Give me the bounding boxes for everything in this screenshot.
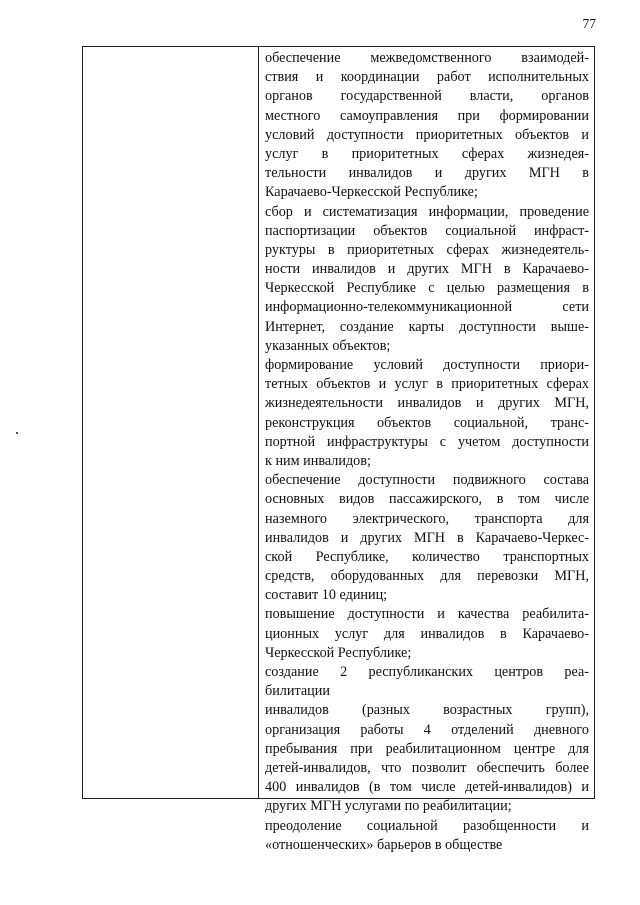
text-line: создание 2 республиканских центров реа- xyxy=(265,664,589,680)
text-line: повышение доступности и качества реабилита- xyxy=(265,606,589,623)
text-line: реконструкция объектов социальной, транс- xyxy=(265,414,589,431)
text-line: услуг в приоритетных сферах жизнедея- xyxy=(265,145,589,162)
text-line: Карачаево-Черкесской Республике; xyxy=(265,184,478,201)
text-line: Черкесской Республике с целью размещения в xyxy=(265,280,589,297)
text-line: ствия и координации работ исполнительных xyxy=(265,69,589,86)
text-line: информационно-телекоммуникационной сети xyxy=(265,299,589,316)
scan-speck xyxy=(16,432,18,434)
table-right-column xyxy=(265,49,589,855)
text-line: паспортизации объектов социальной инфраст- xyxy=(265,222,589,239)
text-line: 400 инвалидов (в том числе детей-инвалидов) и xyxy=(265,779,589,796)
text-line: портной инфраструктуры с учетом доступности xyxy=(265,433,589,450)
text-line: руктуры в приоритетных сферах жизнедеятель- xyxy=(265,241,589,258)
text-line: ской Республике, количество транспортных xyxy=(265,548,589,565)
text-line: обеспечение доступности подвижного состава xyxy=(265,472,589,489)
text-line: Черкесской Республике; xyxy=(265,644,412,661)
text-line: органов государственной власти, органов xyxy=(265,88,589,105)
text-line: указанных объектов; xyxy=(265,337,391,354)
text-line: Интернет, создание карты доступности выше- xyxy=(265,318,589,335)
text-line: наземного электрического, транспорта для xyxy=(265,510,589,527)
text-line: сбор и систематизация информации, проведение xyxy=(265,203,589,220)
text-line: ционных услуг для инвалидов в Карачаево- xyxy=(265,625,589,642)
text-line: основных видов пассажирского, в том числе xyxy=(265,491,589,508)
text-line: составит 10 единиц; xyxy=(265,587,388,604)
page-number: 77 xyxy=(582,16,596,31)
text-line: детей-инвалидов, что позволит обеспечить более xyxy=(265,759,589,776)
text-line: ности инвалидов и других МГН в Карачаево- xyxy=(265,261,589,278)
text-line: преодоление социальной разобщенности и xyxy=(265,817,589,834)
text-line: жизнедеятельности инвалидов и других МГН, xyxy=(265,395,589,412)
text-line: инвалидов и других МГН в Карачаево-Черкес- xyxy=(265,529,589,546)
text-line: местного самоуправления при формировании xyxy=(265,107,589,124)
text-line: тетных объектов и услуг в приоритетных сферах xyxy=(265,376,589,393)
text-line: организация работы 4 отделений дневного xyxy=(265,721,589,738)
text-line: «отношенческих» барьеров в обществе xyxy=(265,836,503,853)
text-line: тельности инвалидов и других МГН в xyxy=(265,165,589,182)
text-line: средств, оборудованных для перевозки МГН, xyxy=(265,568,589,585)
text-line: формирование условий доступности приори- xyxy=(265,357,589,373)
text-line: инвалидов (разных возрастных групп), xyxy=(265,702,589,719)
text-line: билитации xyxy=(265,683,330,700)
text-line: других МГН услугами по реабилитации; xyxy=(265,798,512,815)
text-line: пребывания при реабилитационном центре для xyxy=(265,740,589,757)
text-line: к ним инвалидов; xyxy=(265,452,371,469)
table-left-column xyxy=(83,47,259,798)
text-line: условий доступности приоритетных объектов и xyxy=(265,126,589,143)
content-table xyxy=(82,46,595,853)
text-line: обеспечение межведомственного взаимодей- xyxy=(265,50,589,66)
